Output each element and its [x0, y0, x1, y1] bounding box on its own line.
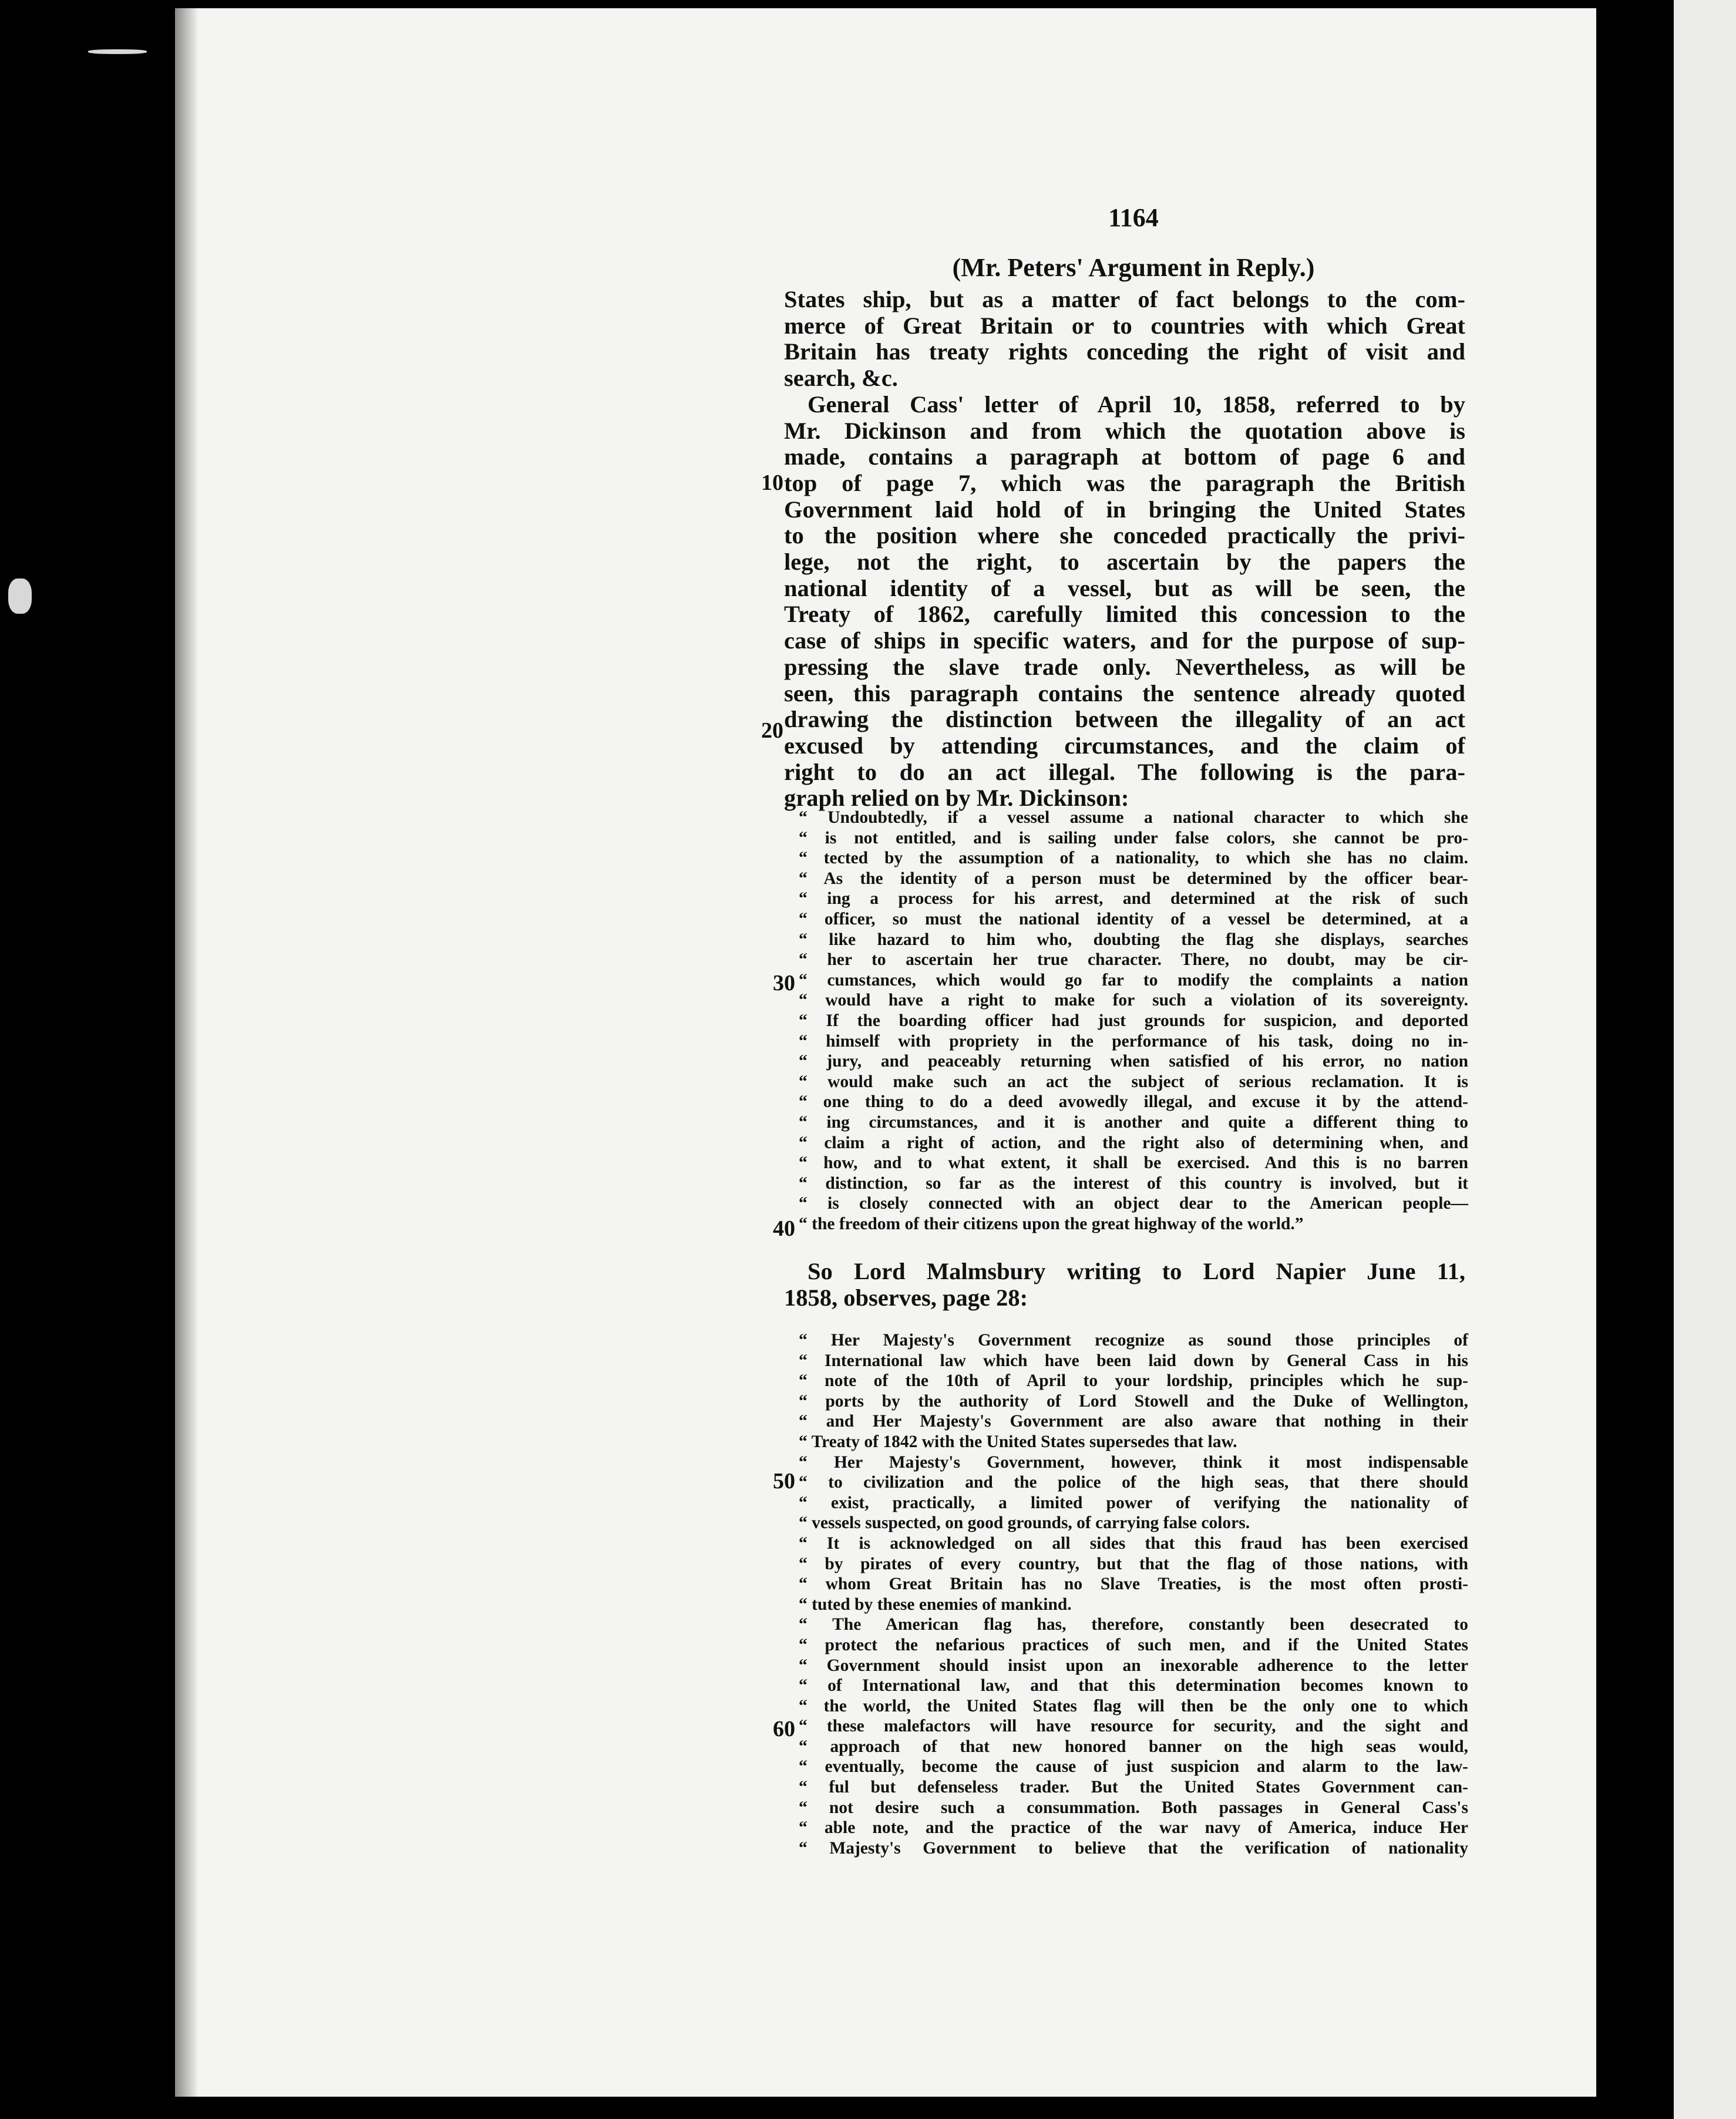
quotation-cass [799, 808, 1468, 1234]
quote-line: “ one thing to do a deed avowedly illegal, and excuse it by the attend- [799, 1092, 1468, 1112]
text-line: lege, not the right, to ascertain by the papers the [784, 549, 1465, 576]
quote-line: “ International law which have been laid down by General Cass in his [799, 1351, 1468, 1370]
quote-line: “ would have a right to make for such a violation of its sovereignty. [799, 991, 1468, 1010]
quote-line: “ whom Great Britain has no Slave Treaties, is the most often prosti- [799, 1575, 1468, 1594]
main-text-middle [784, 1259, 1465, 1311]
text-line: Britain has treaty rights conceding the right of visit and [784, 338, 1465, 365]
quote-line: “ vessels suspected, on good grounds, of carrying false colors. [799, 1513, 1250, 1533]
quote-line: “ how, and to what extent, it shall be exercised. And this is no barren [799, 1153, 1468, 1173]
quote-line: “ these malefactors will have resource for security, and the sight and [799, 1717, 1468, 1736]
quotation-malmsbury [799, 1330, 1468, 1858]
quote-line: “ to civilization and the police of the high seas, that there should [799, 1473, 1468, 1492]
quote-line: “ Majesty's Government to believe that the verification of nationality [799, 1838, 1468, 1858]
main-text-top [784, 287, 1465, 812]
quote-line: “ Undoubtedly, if a vessel assume a national character to which she [799, 808, 1468, 827]
margin-line-number: 60 [773, 1717, 795, 1741]
quote-line: “ not desire such a consummation. Both passages in General Cass's [799, 1798, 1468, 1817]
quote-line: “ note of the 10th of April to your lordship, principles which he sup- [799, 1371, 1468, 1391]
quote-line: “ is not entitled, and is sailing under false colors, she cannot be pro- [799, 828, 1468, 847]
quote-line: “ As the identity of a person must be determined by the officer bear- [799, 869, 1468, 888]
quote-line: “ officer, so must the national identity of a vessel be determined, at a [799, 909, 1468, 929]
text-line: pressing the slave trade only. Nevertheless, as will be [784, 653, 1465, 680]
quote-line: “ protect the nefarious practices of such men, and if the United States [799, 1635, 1468, 1654]
text-line: Government laid hold of in bringing the United States [784, 496, 1465, 523]
text-line: right to do an act illegal. The following is the para- [784, 758, 1465, 785]
quote-line: “ able note, and the practice of the war navy of America, induce Her [799, 1818, 1468, 1838]
quote-line: “ distinction, so far as the interest of this country is involved, but it [799, 1173, 1468, 1193]
quote-line: “ jury, and peaceably returning when satisfied of his error, no nation [799, 1052, 1468, 1071]
margin-line-number: 40 [773, 1216, 795, 1241]
quote-line: “ Her Majesty's Government, however, think it most indispensable [799, 1452, 1468, 1472]
margin-line-number: 50 [773, 1469, 795, 1494]
quote-line: “ It is acknowledged on all sides that this fraud has been exercised [799, 1533, 1468, 1553]
text-line: States ship, but as a matter of fact belongs to the com- [784, 286, 1465, 312]
quote-line: “ ports by the authority of Lord Stowell and the Duke of Wellington, [799, 1391, 1468, 1411]
quote-line: “ If the boarding officer had just grounds for suspicion, and deported [799, 1011, 1468, 1030]
quote-line: “ would make such an act the subject of serious reclamation. It is [799, 1072, 1468, 1091]
quote-line: “ Government should insist upon an inexorable adherence to the letter [799, 1656, 1468, 1675]
quote-line: “ exist, practically, a limited power of verifying the nationality of [799, 1493, 1468, 1512]
quote-line: “ cumstances, which would go far to modify the complaints a nation [799, 970, 1468, 990]
text-line: made, contains a paragraph at bottom of page 6 and [784, 443, 1465, 470]
text-line: General Cass' letter of April 10, 1858, referred to by [808, 391, 1465, 418]
text-line: seen, this paragraph contains the sentence already quoted [784, 680, 1465, 707]
text-line: So Lord Malmsbury writing to Lord Napier June 11, [808, 1258, 1465, 1284]
quote-line: “ tuted by these enemies of mankind. [799, 1595, 1072, 1614]
page-binding-shadow [175, 8, 199, 2097]
text-line: 1858, observes, page 28: [784, 1284, 1028, 1311]
text-line: Mr. Dickinson and from which the quotation above is [784, 417, 1465, 444]
text-line: top of page 7, which was the paragraph the British [784, 469, 1465, 496]
quote-line: “ ful but defenseless trader. But the United States Government can- [799, 1778, 1468, 1797]
quote-line: “ ing a process for his arrest, and determined at the risk of such [799, 889, 1468, 909]
text-line: excused by attending circumstances, and the claim of [784, 732, 1465, 759]
adjacent-page-edge [1674, 0, 1736, 2119]
quote-line: “ claim a right of action, and the right also of determining when, and [799, 1133, 1468, 1152]
margin-line-number: 10 [761, 470, 783, 495]
quote-line: “ ing circumstances, and it is another and quite a different thing to [799, 1112, 1468, 1132]
text-line: Treaty of 1862, carefully limited this concession to the [784, 601, 1465, 628]
quote-line: “ The American flag has, therefore, constantly been desecrated to [799, 1615, 1468, 1634]
margin-line-number: 20 [761, 718, 783, 743]
quote-line: “ is closely connected with an object dear to the American people— [799, 1194, 1468, 1213]
quote-line: “ by pirates of every country, but that the flag of those nations, with [799, 1554, 1468, 1573]
quote-line: “ her to ascertain her true character. There, no doubt, may be cir- [799, 950, 1468, 970]
page-number: 1164 [1108, 203, 1159, 232]
quote-line: “ himself with propriety in the performance of his task, doing no in- [799, 1031, 1468, 1051]
quote-line: “ the freedom of their citizens upon the great highway of the world.” [799, 1214, 1304, 1233]
text-line: graph relied on by Mr. Dickinson: [784, 785, 1129, 812]
text-line: national identity of a vessel, but as will be seen, the [784, 574, 1465, 601]
quote-line: “ Treaty of 1842 with the United States supersedes that law. [799, 1432, 1237, 1451]
text-line: case of ships in specific waters, and for the purpose of sup- [784, 627, 1465, 654]
quote-line: “ the world, the United States flag will then be the only one to which [799, 1696, 1468, 1716]
running-head: (Mr. Peters' Argument in Reply.) [952, 253, 1315, 282]
margin-line-number: 30 [773, 971, 795, 995]
scan-speck [88, 49, 147, 54]
quote-line: “ eventually, become the cause of just suspicion and alarm to the law- [799, 1757, 1468, 1777]
quote-line: “ tected by the assumption of a nationality, to which she has no claim. [799, 849, 1468, 868]
quote-line: “ of International law, and that this determination becomes known to [799, 1676, 1468, 1696]
text-line: to the position where she conceded practically the privi- [784, 522, 1465, 549]
text-line: drawing the distinction between the illegality of an act [784, 706, 1465, 733]
text-line: search, &c. [784, 365, 898, 392]
quote-line: “ Her Majesty's Government recognize as sound those principles of [799, 1331, 1468, 1350]
text-line: merce of Great Britain or to countries with which Great [784, 312, 1465, 339]
scan-speck [8, 578, 32, 614]
quote-line: “ like hazard to him who, doubting the flag she displays, searches [799, 930, 1468, 949]
quote-line: “ approach of that new honored banner on the high seas would, [799, 1737, 1468, 1756]
quote-line: “ and Her Majesty's Government are also aware that nothing in their [799, 1412, 1468, 1431]
